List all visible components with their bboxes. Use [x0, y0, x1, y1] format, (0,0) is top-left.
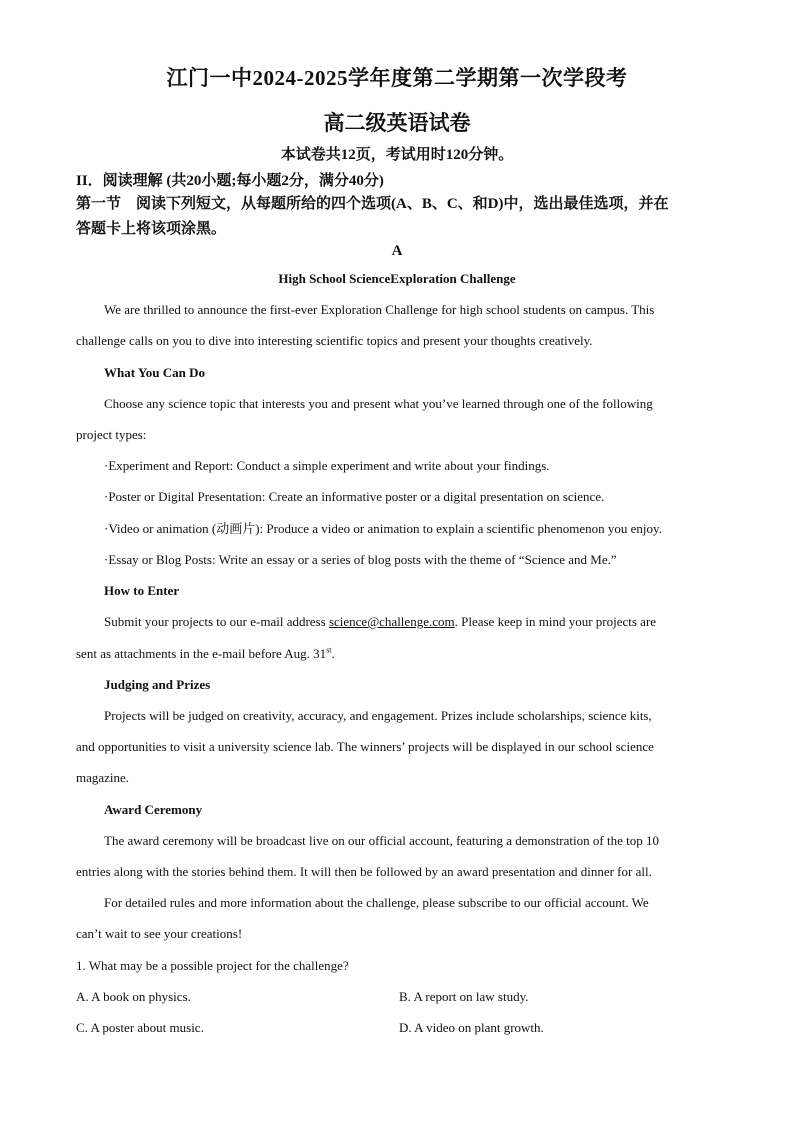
enter-line-1 [104, 614, 656, 630]
judging-line-3: magazine. [76, 770, 130, 785]
enter-line-2-post: . [331, 646, 335, 661]
intro-line-1: We are thrilled to announce the first-ever Exploration Challenge for high school students on campus. This [104, 302, 655, 317]
email-link[interactable]: science@challenge.com [328, 614, 455, 629]
option-a[interactable]: A. A book on physics. [76, 989, 191, 1004]
what-heading: What You Can Do [104, 365, 206, 380]
bullet-experiment: ·Experiment and Report: Conduct a simple experiment and write about your findings. [104, 458, 550, 473]
what-line-2: project types: [76, 427, 147, 442]
passage-letter: A [391, 243, 403, 259]
closing-line-1: For detailed rules and more information about the challenge, please subscribe to our official account. We [104, 895, 649, 910]
judging-line-1: Projects will be judged on creativity, accuracy, and engagement. Prizes include scholarships, science kits, [104, 708, 652, 723]
award-line-2: entries along with the stories behind them. It will then be followed by an award presentation and dinner for all. [76, 864, 652, 879]
bullet-video: ·Video or animation (动画片): Produce a video or animation to explain a scientific phenomenon you enjoy. [104, 521, 662, 536]
what-line-1: Choose any science topic that interests you and present what you’ve learned through one of the following [104, 396, 653, 411]
enter-line-1-pre: Submit your projects to our e-mail address [104, 614, 329, 629]
option-c[interactable]: C. A poster about music. [76, 1020, 204, 1035]
enter-line-1-post: . Please keep in mind your projects are [454, 614, 657, 629]
option-d[interactable]: D. A video on plant growth. [399, 1020, 544, 1035]
option-b[interactable]: B. A report on law study. [399, 989, 529, 1004]
exam-title: 江门一中2024-2025学年度第二学期第一次学段考 [166, 66, 628, 90]
bullet-essay: ·Essay or Blog Posts: Write an essay or a series of blog posts with the theme of “Science and Me.” [104, 552, 617, 567]
enter-line-2 [76, 646, 335, 662]
passage-title: High School ScienceExploration Challenge [278, 271, 516, 286]
judging-heading: Judging and Prizes [104, 677, 211, 692]
intro-line-2: challenge calls on you to dive into interesting scientific topics and present your thoughts creatively. [76, 333, 593, 348]
award-line-1: The award ceremony will be broadcast live on our official account, featuring a demonstration of the top 10 [104, 833, 659, 848]
ordinal-suffix: st [326, 645, 332, 655]
section-instruction-line1: 第一节 阅读下列短文，从每题所给的四个选项(A、B、C、和D)中，选出最佳选项，并在 [76, 196, 669, 212]
enter-heading: How to Enter [104, 583, 180, 598]
bullet-poster: ·Poster or Digital Presentation: Create an informative poster or a digital presentation on science. [104, 489, 605, 504]
section-heading: II．阅读理解 (共20小题;每小题2分，满分40分) [76, 173, 384, 189]
section-instruction-line2: 答题卡上将该项涂黑。 [76, 221, 227, 237]
enter-line-2-pre: sent as attachments in the e-mail before Aug. 31 [76, 646, 327, 661]
judging-line-2: and opportunities to visit a university science lab. The winners’ projects will be displayed in our school science [76, 739, 654, 754]
closing-line-2: can’t wait to see your creations! [76, 926, 243, 941]
exam-subtitle: 高二级英语试卷 [323, 111, 471, 135]
question-stem: 1. What may be a possible project for the challenge? [76, 958, 349, 973]
award-heading: Award Ceremony [104, 802, 203, 817]
exam-info: 本试卷共12页，考试用时120分钟。 [280, 147, 514, 163]
